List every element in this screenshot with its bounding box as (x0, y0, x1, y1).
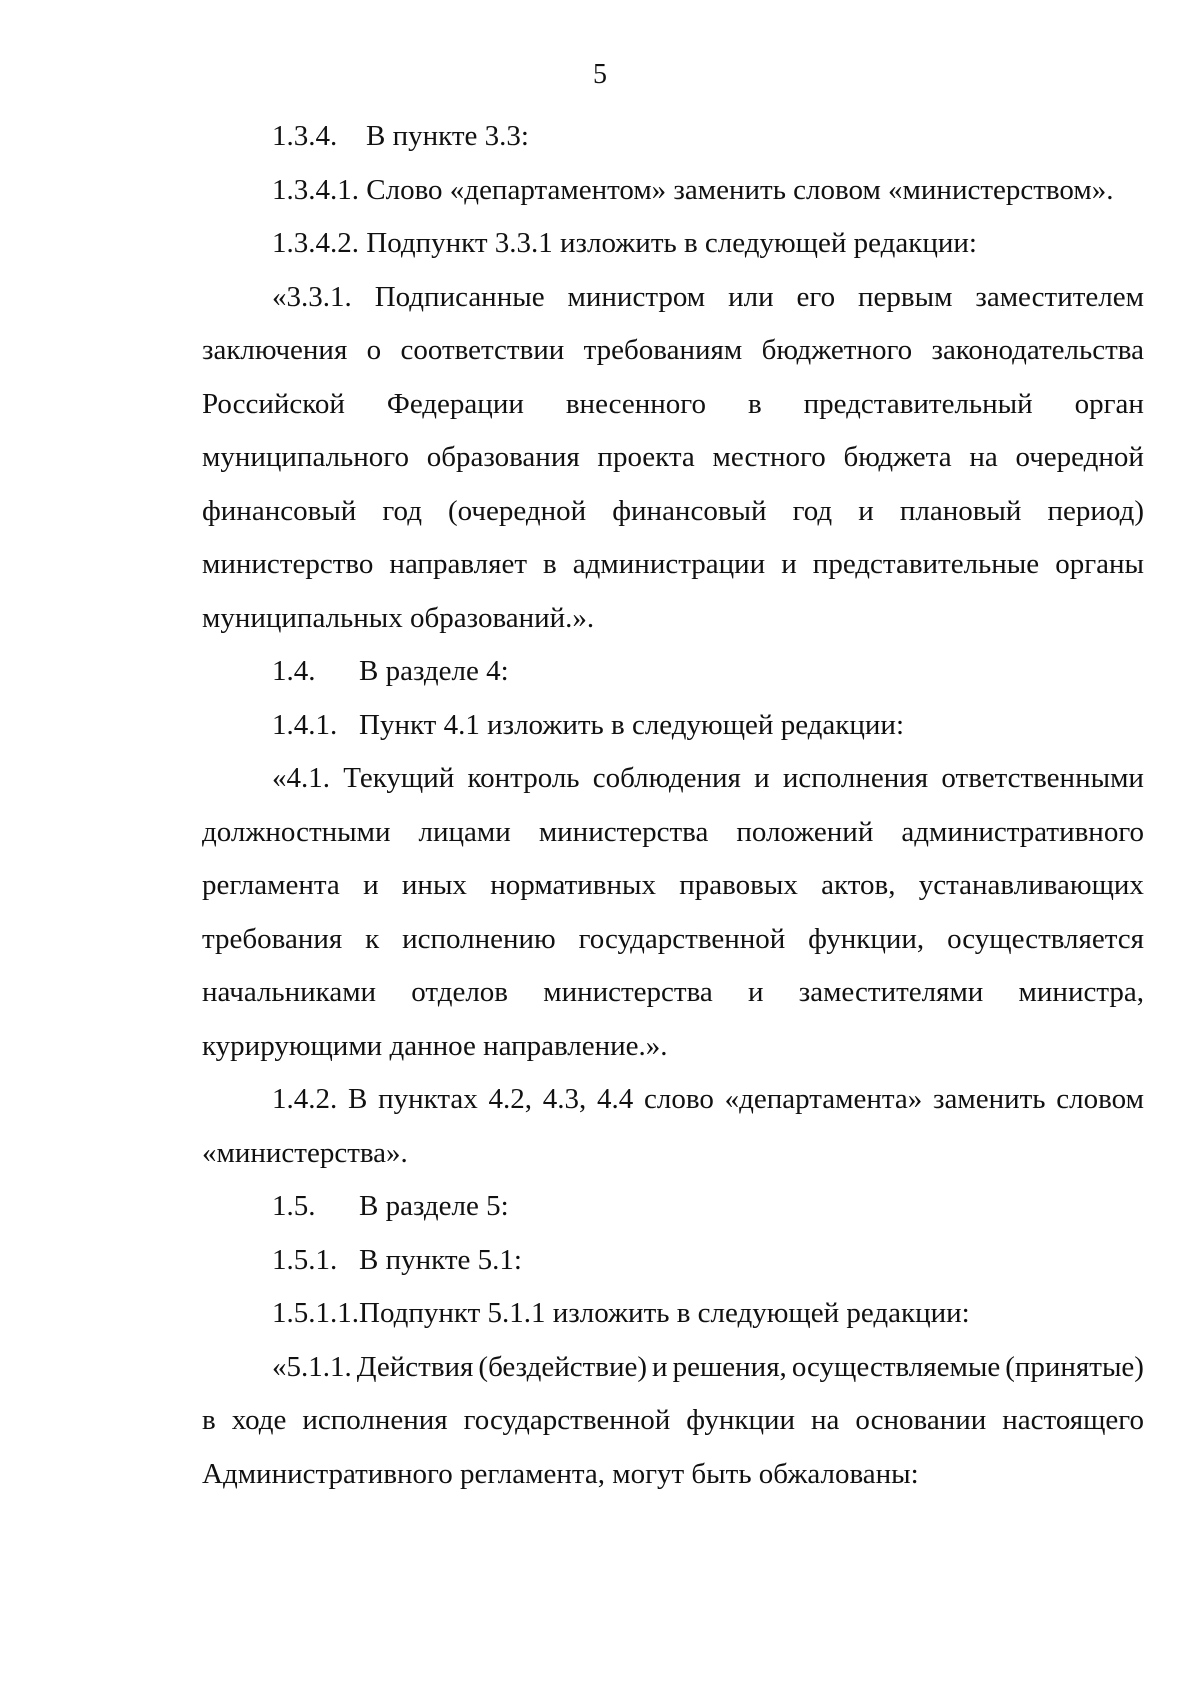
word: финансовый (202, 494, 357, 527)
word: лицами (418, 815, 511, 848)
word: финансовый (612, 494, 767, 527)
word: решения, (672, 1350, 787, 1383)
clause-text: Подпункт 3.3.1 изложить в следующей редакции: (366, 227, 977, 259)
text-line (202, 806, 1144, 860)
word: ответственными (941, 762, 1144, 794)
word: заключения (202, 334, 348, 366)
word: основании (855, 1404, 987, 1436)
word: 4.4 (597, 1083, 634, 1115)
word: осуществляемые (791, 1350, 1001, 1383)
word: первым (858, 280, 953, 313)
word: Федерации (386, 387, 524, 420)
clause-number: 1.5.1. (272, 1243, 338, 1276)
word: министра, (1018, 976, 1144, 1008)
word: плановый (899, 494, 1022, 527)
word: ходе (231, 1404, 287, 1436)
word: исполнению (402, 922, 556, 955)
word: положений (736, 815, 874, 848)
clause-text: В пункте 5.1: (359, 1243, 522, 1276)
word: на (969, 441, 998, 473)
text-line (202, 1180, 1144, 1234)
word: требования (202, 922, 343, 955)
clause-text: Слово «департаментом» заменить словом «министерством». (366, 173, 1114, 206)
word: слово (644, 1083, 714, 1115)
text-line (202, 645, 1144, 699)
word: заменить (933, 1083, 1046, 1115)
clause-number: 1.4. (272, 655, 316, 687)
word: 4.2, (488, 1083, 532, 1115)
word: заместителем (975, 280, 1144, 313)
clause-text: В пункте 3.3: (366, 120, 529, 152)
clause-number: 1.3.4.2. (272, 227, 359, 259)
text-line (202, 913, 1144, 967)
clause-text: В разделе 4: (359, 655, 509, 687)
text-line (202, 485, 1144, 539)
text-line (202, 966, 1144, 1020)
word: законодательства (931, 334, 1144, 366)
word: и (754, 762, 770, 794)
word: Действия (356, 1350, 474, 1383)
word: устанавливающих (918, 869, 1144, 901)
word: министерства (543, 976, 713, 1008)
word: пунктах (378, 1083, 478, 1115)
word: и (858, 494, 874, 527)
text-line (202, 592, 1144, 646)
word: функции, (808, 922, 925, 955)
word: в (543, 548, 557, 580)
word: год (792, 494, 833, 527)
word: представительные (812, 548, 1040, 580)
clause-number: 1.4.1. (272, 708, 338, 741)
word: отделов (411, 976, 508, 1008)
text-line (202, 110, 1144, 164)
word: осуществляется (947, 922, 1144, 955)
text-line (202, 1234, 1144, 1288)
page-number: 5 (593, 59, 607, 90)
word: (очередной (448, 494, 587, 527)
word: правовых (679, 869, 798, 901)
word: соответствии (400, 334, 565, 366)
word: муниципального (202, 441, 409, 473)
word: «5.1.1. (272, 1350, 352, 1383)
word: В (348, 1083, 368, 1115)
word: администрации (572, 548, 766, 580)
clause-text: курирующими данное направление.». (202, 1029, 668, 1062)
clause-text: 1.5.1.1.Подпункт 5.1.1 изложить в следующей редакции: (272, 1297, 970, 1329)
word: на (811, 1404, 840, 1436)
word: внесенного (565, 387, 706, 420)
word: и (748, 976, 764, 1008)
word: регламента (202, 869, 340, 901)
word: о (366, 334, 382, 366)
word: бюджетного (761, 334, 913, 366)
text-line (202, 699, 1144, 753)
word: иных (401, 869, 467, 901)
clause-text: муниципальных образований.». (202, 601, 595, 634)
word: требованиям (583, 334, 743, 366)
word: и (363, 869, 379, 901)
word: Текущий (343, 762, 455, 794)
text-line (202, 431, 1144, 485)
text-line (202, 378, 1144, 432)
word: его (796, 280, 836, 313)
word: органы (1055, 548, 1144, 580)
word: и (781, 548, 797, 580)
word: административного (901, 815, 1144, 848)
word: представительный (803, 387, 1033, 420)
word: нормативных (490, 869, 656, 901)
clause-number: 1.5. (272, 1190, 316, 1222)
text-line (202, 1448, 1144, 1502)
word: 4.3, (542, 1083, 587, 1115)
word: образования (426, 441, 580, 473)
text-line (202, 1287, 1144, 1341)
clause-text: Пункт 4.1 изложить в следующей редакции: (359, 708, 905, 741)
word: словом (1056, 1083, 1144, 1115)
word: орган (1074, 387, 1144, 420)
word: проекта (597, 441, 695, 473)
word: заместителями (798, 976, 984, 1008)
word: направляет (389, 548, 527, 580)
word: государственной (578, 922, 786, 955)
word: в (747, 387, 762, 420)
word: министерство (202, 548, 374, 580)
text-line (202, 859, 1144, 913)
text-line (202, 1127, 1144, 1181)
text-line (202, 1341, 1144, 1395)
word: год (382, 494, 422, 527)
word: должностными (202, 815, 391, 848)
document-body (202, 110, 1144, 1501)
word: Российской (202, 387, 345, 420)
word: исполнения (782, 762, 929, 794)
clause-text: Административного регламента, могут быть обжалованы: (202, 1457, 919, 1490)
text-line (202, 324, 1144, 378)
text-line (202, 1073, 1144, 1127)
text-line (202, 217, 1144, 271)
text-line (202, 752, 1144, 806)
word: «департамента» (724, 1083, 923, 1115)
word: бюджета (843, 441, 952, 473)
word: «4.1. (272, 762, 330, 794)
word: 1.4.2. (272, 1083, 338, 1115)
clause-number: 1.3.4. (272, 120, 338, 152)
word: настоящего (1002, 1404, 1144, 1436)
word: Подписанные (374, 280, 545, 313)
word: или (728, 280, 774, 313)
word: к (365, 922, 380, 955)
word: государственной (463, 1404, 671, 1436)
word: (принятые) (1005, 1350, 1144, 1383)
word: (бездействие) (478, 1350, 648, 1383)
word: функции (686, 1404, 796, 1436)
word: актов, (821, 869, 896, 901)
word: «3.3.1. (272, 280, 352, 313)
word: министром (567, 280, 706, 313)
word: министерства (538, 815, 709, 848)
word: в (202, 1404, 216, 1436)
word: период) (1047, 494, 1144, 527)
word: контроль (467, 762, 580, 794)
text-line (202, 1020, 1144, 1074)
clause-number: 1.3.4.1. (272, 173, 359, 206)
text-line (202, 538, 1144, 592)
word: и (652, 1350, 668, 1383)
text-line (202, 164, 1144, 218)
text-line (202, 271, 1144, 325)
word: очередной (1015, 441, 1144, 473)
word: местного (712, 441, 826, 473)
clause-text: «министерства». (202, 1136, 408, 1169)
word: начальниками (202, 976, 377, 1008)
clause-text: В разделе 5: (359, 1190, 509, 1222)
word: исполнения (302, 1404, 448, 1436)
word: соблюдения (592, 762, 741, 794)
text-line (202, 1394, 1144, 1448)
